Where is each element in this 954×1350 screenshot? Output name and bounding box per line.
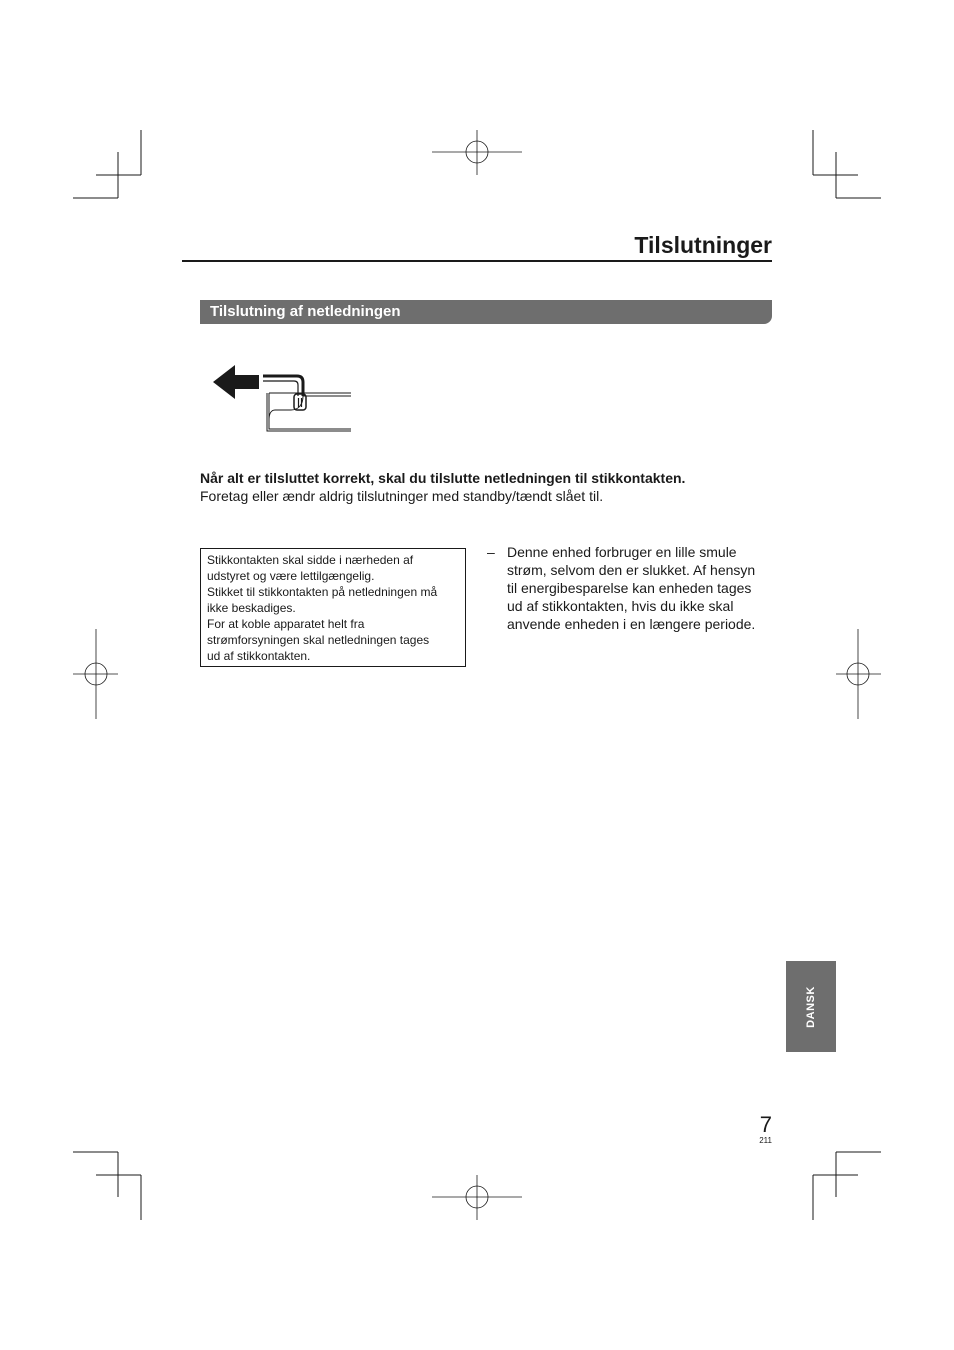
instruction-normal: Foretag eller ændr aldrig tilslutninger med standby/tændt slået til. [200,488,604,504]
instruction-bold: Når alt er tilsluttet korrekt, skal du tilslutte netledningen til stikkontakten. [200,470,686,486]
notice-line: For at koble apparatet helt fra [207,617,365,631]
page-subnumber: 211 [759,1136,772,1145]
notice-line: Stikket til stikkontakten på netledningen må [207,585,438,599]
language-tab [786,961,836,1052]
notice-line: udstyret og være lettilgængelig. [207,569,375,583]
bullet-line: anvende enheden i en længere periode. [507,616,756,632]
notice-line: strømforsyningen skal netledningen tages [207,633,430,647]
connection-instruction [200,469,780,505]
notice-line: Stikkontakten skal sidde i nærheden af [207,553,414,567]
device-body [267,393,351,431]
standby-note [487,543,777,633]
bullet-line: ud af stikkontakten, hvis du ikke skal [507,598,734,614]
bullet-line: strøm, selvom den er slukket. Af hensyn [507,562,756,578]
left-arrow-icon [213,365,259,399]
notice-line: ud af stikkontakten. [207,649,311,663]
bullet-line: Denne enhed forbruger en lille smule [507,544,737,560]
notice-line: ikke beskadiges. [207,601,296,615]
section-heading-bar [200,300,772,324]
bullet-line: til energibesparelse kan enheden tages [507,580,752,596]
page-number: 7 [759,1112,772,1137]
section-heading: Tilslutning af netledningen [210,303,401,320]
bullet-dash: – [487,544,495,560]
title-divider [182,260,772,262]
page-title: Tilslutninger [634,232,772,258]
notice-box [200,548,466,667]
language-label: DANSK [805,985,817,1028]
power-plug-illustration [205,360,355,436]
